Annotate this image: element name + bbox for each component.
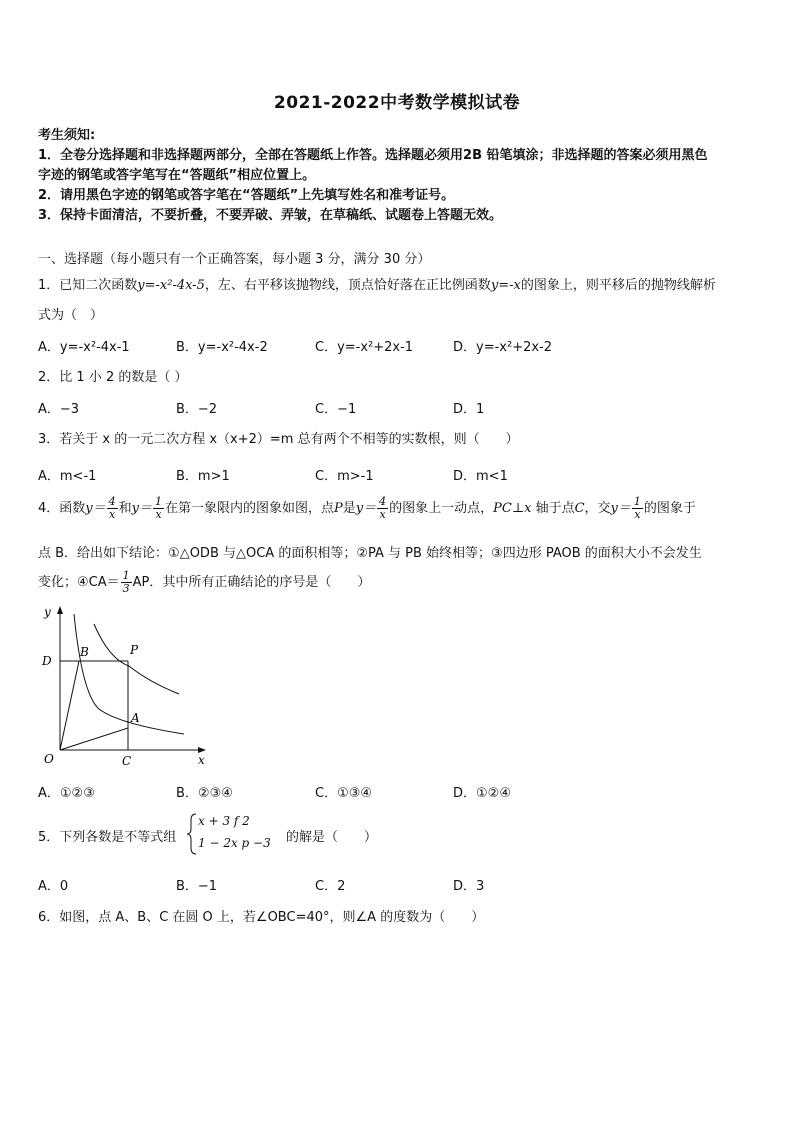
q2-option-b[interactable]: B．−2 (176, 402, 218, 417)
notice-item-2: 2．请用黑色字迹的钢笔或答字笔在“答题纸”上先填写姓名和准考证号。 (38, 188, 455, 203)
fraction-numerator: 1 (122, 569, 130, 582)
fraction-numerator: 4 (108, 495, 116, 508)
q1-equation-2: y=-x (490, 278, 521, 293)
q1-option-c[interactable]: C．y=-x²+2x-1 (315, 340, 414, 355)
q4-y2: y＝ (131, 501, 153, 516)
q3-option-d[interactable]: D．m<1 (453, 469, 508, 484)
question-6: 6．如图，点 A、B、C 在圆 O 上，若∠OBC=40°，则∠A 的度数为（ ） (38, 910, 485, 925)
q4-fraction-2 (153, 496, 164, 521)
q1-text-c: 的图象上，则平移后的抛物线解析 (520, 278, 716, 293)
q4-fraction-5 (121, 570, 132, 595)
q4-option-b[interactable]: B．②③④ (176, 786, 233, 801)
q4-option-c[interactable]: C．①③④ (315, 786, 373, 801)
question-4-line-2: 点 B．给出如下结论：①△ODB 与△OCA 的面积相等；②PA 与 PB 始终相等；③四边形 PAOB 的面积大小不会发生 (38, 546, 702, 561)
q2-option-a[interactable]: A．−3 (38, 402, 80, 417)
q4-y3: y＝ (355, 501, 377, 516)
question-1-line-1 (38, 274, 716, 293)
fraction-numerator: 1 (633, 495, 641, 508)
q1-option-a[interactable]: A．y=-x²-4x-1 (38, 340, 130, 355)
q4-text-e: 轴于点 (531, 501, 575, 516)
q3-option-c[interactable]: C．m>-1 (315, 469, 374, 484)
q1-option-d[interactable]: D．y=-x²+2x-2 (453, 340, 553, 355)
page-title: 2021-2022中考数学模拟试卷 (273, 93, 521, 113)
label-p: P (130, 643, 139, 657)
question-1-line-2: 式为（ ） (38, 308, 104, 323)
curve-4-over-x (94, 624, 179, 694)
q4-graph (34, 604, 214, 774)
q4-y1: y＝ (85, 501, 106, 516)
fraction-denominator: x (155, 508, 162, 521)
q4-y4: y＝ (610, 501, 631, 516)
q5-option-c[interactable]: C．2 (315, 879, 346, 894)
q1-text-b: ，左、右平移该抛物线，顶点恰好落在正比例函数 (204, 278, 491, 293)
label-o: O (44, 752, 54, 766)
fraction-numerator: 1 (155, 495, 163, 508)
q3-option-a[interactable]: A．m<-1 (38, 469, 97, 484)
question-5-text-b: 的解是（ ） (286, 830, 378, 845)
segment-oa (60, 728, 128, 750)
label-b: B (80, 645, 89, 659)
q4-text-d: 的图象上一动点， (389, 501, 494, 516)
notice-item-3: 3．保持卡面清洁，不要折叠，不要弄破、弄皱，在草稿纸、试题卷上答题无效。 (38, 208, 503, 223)
q4-option-d[interactable]: D．①②④ (453, 786, 511, 801)
segment-ob (60, 661, 79, 750)
q2-option-d[interactable]: D．1 (453, 402, 485, 417)
q1-option-b[interactable]: B．y=-x²-4x-2 (176, 340, 268, 355)
q4-text-l3a: 变化；④CA＝ (38, 575, 120, 590)
q4-text-l3b: AP．其中所有正确结论的序号是（ ） (132, 575, 371, 590)
q4-and: 和 (118, 501, 132, 516)
q5-inequality-1: x + 3 f 2 (198, 814, 250, 828)
q5-option-b[interactable]: B．−1 (176, 879, 218, 894)
q1-equation: y=-x²-4x-5 (137, 278, 205, 293)
q5-inequality-2: 1 − 2x p −3 (198, 836, 271, 850)
label-c: C (122, 754, 132, 768)
notice-item-1: 1．全卷分选择题和非选择题两部分，全部在答题纸上作答。选择题必须用2B 铅笔填涂；非选择题的答案必须用黑色 (38, 148, 708, 163)
q4-option-a[interactable]: A．①②③ (38, 786, 95, 801)
label-y: y (44, 605, 51, 619)
q4-fraction-4 (632, 496, 643, 521)
q5-option-a[interactable]: A．0 (38, 879, 69, 894)
q3-option-b[interactable]: B．m>1 (176, 469, 230, 484)
q4-point-p: P (334, 501, 343, 516)
y-axis-arrow (57, 606, 63, 614)
fraction-denominator: 3 (122, 582, 130, 595)
q2-option-c[interactable]: C．−1 (315, 402, 357, 417)
label-d: D (42, 654, 52, 668)
fraction-denominator: x (634, 508, 641, 521)
fraction-denominator: x (379, 508, 386, 521)
q4-text-f: ，交 (584, 501, 611, 516)
q5-option-d[interactable]: D．3 (453, 879, 485, 894)
curve-1-over-x (74, 614, 184, 734)
fraction-numerator: 4 (379, 495, 387, 508)
q4-fraction-3 (377, 496, 388, 521)
q4-text-b: 在第一象限内的图象如图，点 (165, 501, 335, 516)
question-4-line-1 (38, 496, 696, 521)
q5-inequality-system (186, 812, 271, 856)
brace-icon (186, 812, 198, 856)
q4-pc: PC⊥x (493, 501, 532, 516)
q4-point-c: C (574, 501, 585, 516)
question-3: 3．若关于 x 的一元二次方程 x（x+2）=m 总有两个不相等的实数根，则（ ） (38, 432, 519, 447)
fraction-denominator: x (109, 508, 116, 521)
label-a: A (131, 711, 140, 725)
question-4-line-3 (38, 570, 370, 595)
section-heading: 一、选择题（每小题只有一个正确答案，每小题 3 分，满分 30 分） (38, 252, 431, 267)
question-5-text-a: 5．下列各数是不等式组 (38, 830, 177, 845)
notice-heading: 考生须知: (38, 128, 96, 143)
q4-fraction-1 (107, 496, 118, 521)
q4-text-a: 4．函数 (38, 501, 86, 516)
q4-text-g: 的图象于 (643, 501, 696, 516)
q1-text: 1．已知二次函数 (38, 278, 138, 293)
question-2: 2．比 1 小 2 的数是（ ） (38, 370, 188, 385)
label-x: x (198, 753, 205, 767)
q4-text-c: 是 (342, 501, 356, 516)
notice-item-1-cont: 字迹的钢笔或答字笔写在“答题纸”相应位置上。 (38, 168, 316, 183)
